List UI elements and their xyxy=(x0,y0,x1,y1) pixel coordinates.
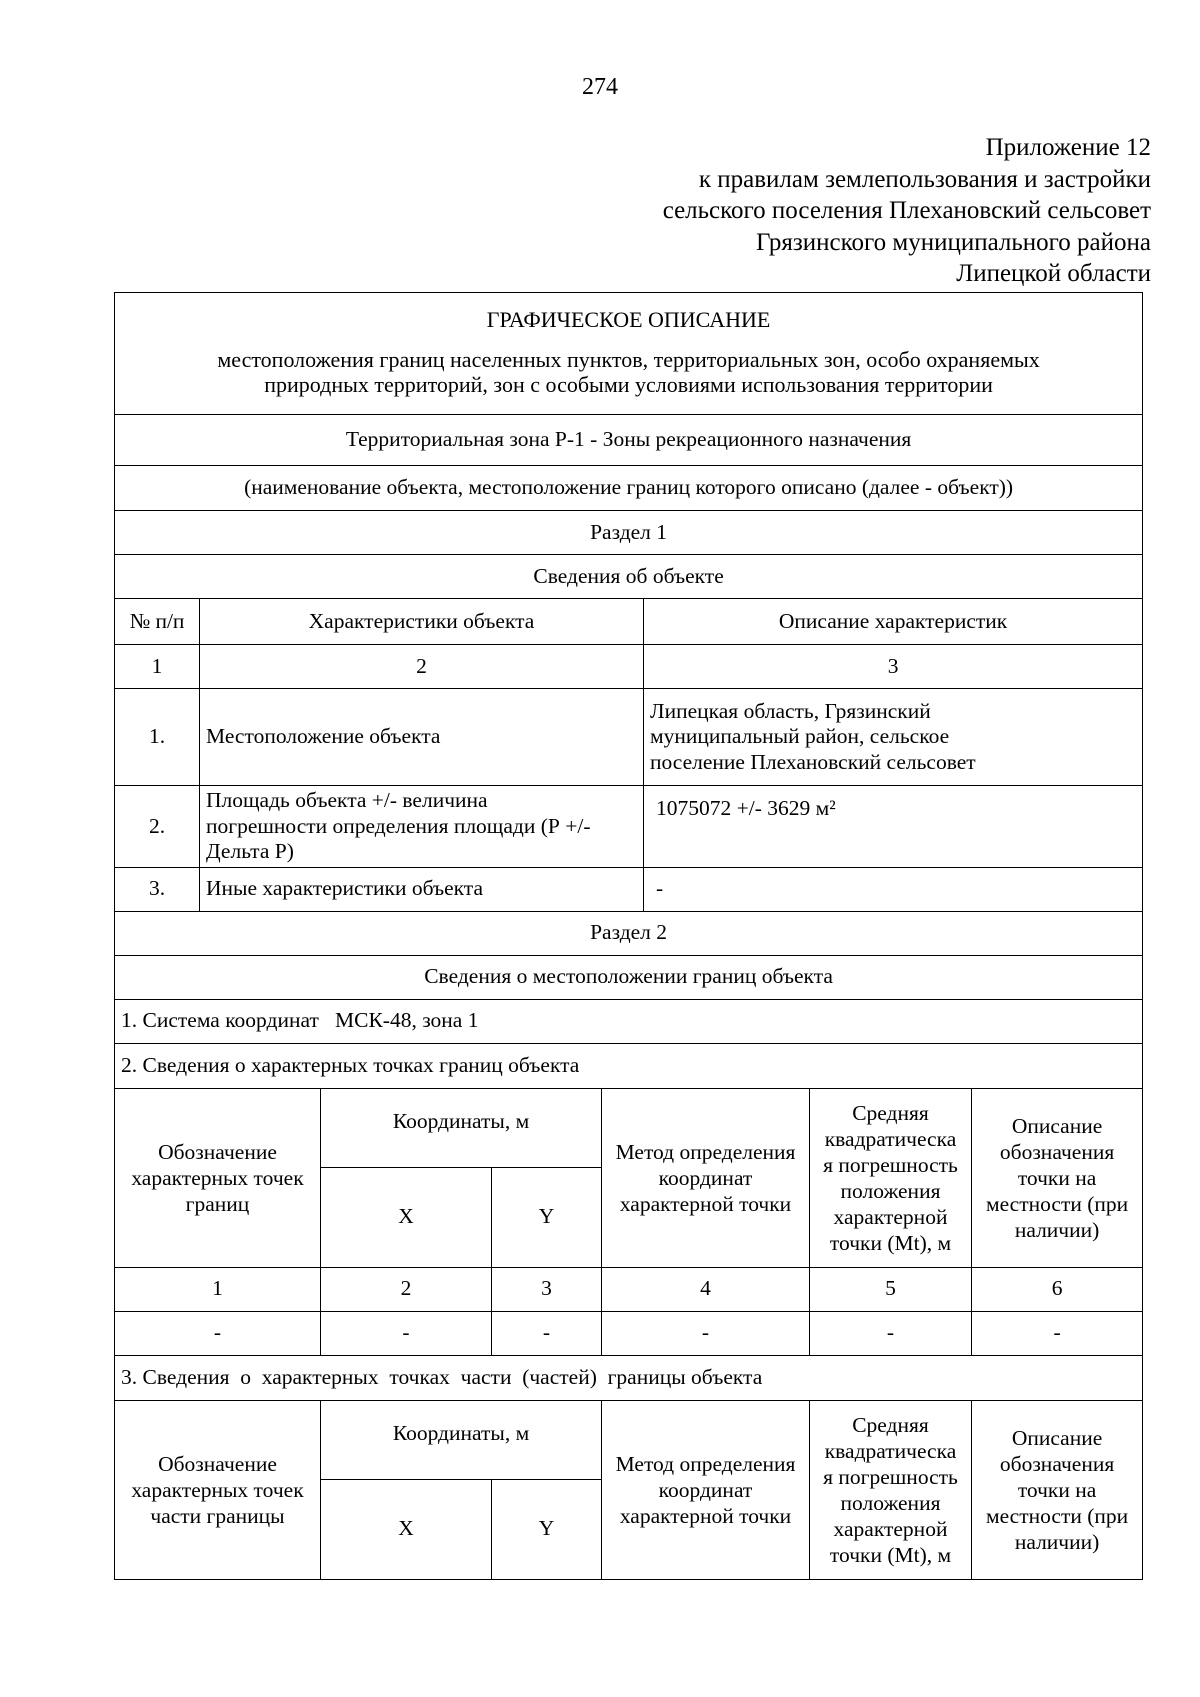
appendix-header xyxy=(663,132,1151,290)
col-header-description: Описание характеристик xyxy=(644,599,1143,645)
col-number: 6 xyxy=(972,1267,1143,1311)
table-row xyxy=(115,689,1143,786)
table-row xyxy=(115,867,1143,911)
col-number: 3 xyxy=(644,645,1143,689)
table-row xyxy=(115,786,1143,868)
section1-subtitle: Сведения об объекте xyxy=(115,555,1143,599)
table-cell: - xyxy=(602,1311,810,1355)
header-designation: Обозначение характерных точек части границы xyxy=(115,1400,321,1579)
header-x: X xyxy=(321,1479,492,1579)
table-cell: - xyxy=(972,1311,1143,1355)
graphic-description-table xyxy=(114,292,1143,1580)
col-number: 1 xyxy=(115,1267,321,1311)
col-number: 2 xyxy=(200,645,644,689)
document-subtitle: местоположения границ населенных пунктов, территориальных зон, особо охраняемых природных территорий, зон с особыми условиями использования территории xyxy=(217,346,1040,398)
col-number: 5 xyxy=(810,1267,972,1311)
header-y: Y xyxy=(492,1167,602,1267)
row-description: Липецкая область, Грязинский муниципальный район, сельское поселение Плехановский сельсовет xyxy=(644,689,1143,786)
appendix-line: Липецкой области xyxy=(956,260,1151,287)
row-number: 3. xyxy=(115,867,200,911)
table-cell: - xyxy=(115,1311,321,1355)
table-row xyxy=(115,1311,1143,1355)
header-method: Метод определения координат характерной точки xyxy=(602,1088,810,1267)
page-number: 274 xyxy=(582,74,618,100)
section1-title: Раздел 1 xyxy=(115,511,1143,555)
row-description: - xyxy=(644,867,1143,911)
points-section-title: 2. Сведения о характерных точках границ объекта xyxy=(115,1043,1143,1088)
header-error: Средняя квадратическа я погрешность положения характерной точки (Mt), м xyxy=(810,1088,972,1267)
header-point-description: Описание обозначения точки на местности (при наличии) xyxy=(972,1400,1143,1579)
parts-section-title: 3. Сведения о характерных точках части (частей) границы объекта xyxy=(115,1355,1143,1400)
row-number: 2. xyxy=(115,786,200,868)
col-number: 4 xyxy=(602,1267,810,1311)
appendix-line: Грязинского муниципального района xyxy=(756,228,1151,256)
header-coordinates: Координаты, м xyxy=(321,1088,602,1167)
col-number: 3 xyxy=(492,1267,602,1311)
col-header-number: № п/п xyxy=(115,599,200,645)
row-description: 1075072 +/- 3629 м² xyxy=(644,786,1143,868)
section2-subtitle: Сведения о местоположении границ объекта xyxy=(115,955,1143,999)
col-number: 2 xyxy=(321,1267,492,1311)
document-title: ГРАФИЧЕСКОЕ ОПИСАНИЕ xyxy=(486,307,771,333)
header-error: Средняя квадратическа я погрешность положения характерной точки (Mt), м xyxy=(810,1400,972,1579)
header-method: Метод определения координат характерной точки xyxy=(602,1400,810,1579)
document-title-cell xyxy=(115,293,1143,415)
coordinate-system: 1. Система координат МСК-48, зона 1 xyxy=(115,999,1143,1043)
header-y: Y xyxy=(492,1479,602,1579)
row-characteristic: Площадь объекта +/- величина погрешности определения площади (Р +/- Дельта Р) xyxy=(200,786,644,868)
zone-caption: (наименование объекта, местоположение границ которого описано (далее - объект)) xyxy=(115,466,1143,511)
table-cell: - xyxy=(492,1311,602,1355)
zone-name: Территориальная зона Р-1 - Зоны рекреационного назначения xyxy=(115,415,1143,466)
section2-title: Раздел 2 xyxy=(115,911,1143,955)
header-x: X xyxy=(321,1167,492,1267)
row-number: 1. xyxy=(115,689,200,786)
row-characteristic: Местоположение объекта xyxy=(200,689,644,786)
col-number: 1 xyxy=(115,645,200,689)
appendix-line: сельского поселения Плехановский сельсовет xyxy=(662,197,1151,224)
header-designation: Обозначение характерных точек границ xyxy=(115,1088,321,1267)
col-header-characteristics: Характеристики объекта xyxy=(200,599,644,645)
row-characteristic: Иные характеристики объекта xyxy=(200,867,644,911)
header-point-description: Описание обозначения точки на местности (при наличии) xyxy=(972,1088,1143,1267)
appendix-line: Приложение 12 xyxy=(985,134,1151,161)
appendix-line: к правилам землепользования и застройки xyxy=(698,165,1151,193)
table-cell: - xyxy=(810,1311,972,1355)
header-coordinates: Координаты, м xyxy=(321,1400,602,1479)
table-cell: - xyxy=(321,1311,492,1355)
